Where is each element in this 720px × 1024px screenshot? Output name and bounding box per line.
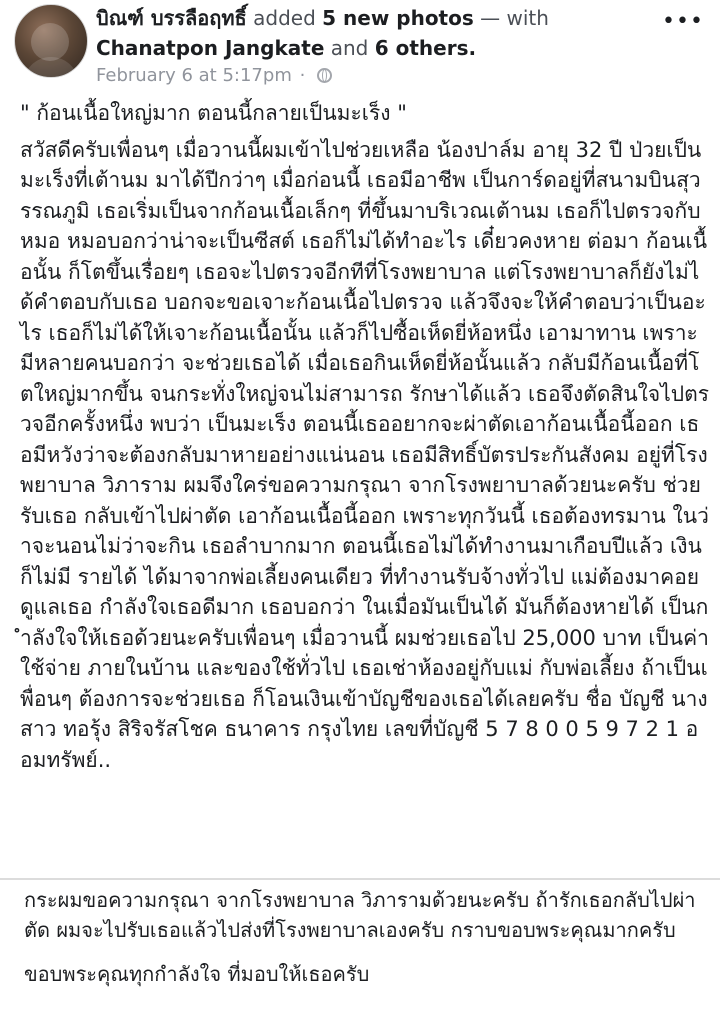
tagged-connector: and — [324, 36, 375, 60]
post-title: " ก้อนเนื้อใหญ่มาก ตอนนี้กลายเป็นมะเร็ง " — [20, 101, 407, 125]
timestamp-link[interactable]: February 6 at 5:17pm — [96, 65, 292, 86]
section-divider — [0, 878, 720, 880]
author-name-link[interactable]: บิณฑ์ บรรลือฤทธิ์ — [96, 6, 247, 30]
photos-link[interactable]: 5 new photos — [322, 6, 474, 30]
more-icon[interactable]: ••• — [662, 9, 704, 34]
post-header-line-1 — [96, 4, 656, 32]
avatar-shoulder — [23, 57, 79, 78]
tagged-others-link[interactable]: 6 others. — [374, 36, 477, 60]
author-avatar[interactable] — [14, 4, 88, 78]
action-suffix: — with — [473, 6, 549, 30]
post-header-line-2 — [96, 34, 656, 62]
action-prefix: added — [246, 6, 323, 30]
globe-icon[interactable] — [317, 68, 332, 83]
tagged-person-link[interactable]: Chanatpon Jangkate — [96, 36, 325, 60]
footer-paragraph-2: ขอบพระคุณทุกกำลังใจ ที่มอบให้เธอครับ — [24, 962, 370, 986]
post-header — [0, 0, 720, 96]
meta-separator: · — [299, 65, 306, 86]
post-body — [20, 98, 710, 775]
footer-paragraph-1: กระผมขอความกรุณา จากโรงพยาบาล วิภารามด้วยนะครับ ถ้ารักเธอกลับไปผ่าตัด ผมจะไปรับเธอแล้วไปส่งที่โรงพยาบาลเองครับ กราบขอบพระคุณมากครับ — [24, 888, 696, 942]
post-main-text: สวัสดีครับเพื่อนๆ เมื่อวานนี้ผมเข้าไปช่วยเหลือ น้องปาล์ม อายุ 32 ปี ป่วยเป็นมะเร็งที่เต้านม มาได้ปีกว่าๆ เมื่อก่อนนี้ เธอมีอาชีพ เป็นการ์ดอยู่ที่สนามบินสุวรรณภูมิ เธอเริ่มเป็นจากก้อนเนื้อเล็กๆ ที่ขึ้นมาบริเวณเต้านม เธอก็ไปตรวจกับหมอ หมอบอกว่าน่าจะเป็นซีสต์ เธอก็ไม่ได้ทำอะไร เดี๋ยวคงหาย ต่อมา ก้อนเนื้อนั้น ก็โตขึ้นเรื่อยๆ เธอจะไปตรวจอีกทีที่โรงพยาบาล แต่โรงพยาบาลก็ยังไม่ได้คำตอบกับเธอ บอกจะขอเจาะก้อนเนื้อไปตรวจ แล้วจึงจะให้คำตอบว่าเป็นอะไร เธอก็ไม่ได้ให้เจาะก้อนเนื้อนั้น แล้วก็ไปซื้อเห็ดยี่ห้อหนึ่ง เอามาทาน เพราะมีหลายคนบอกว่า จะช่วยเธอได้ เมื่อเธอกินเห็ดยี่ห้อนั้นแล้ว กลับมีก้อนเนื้อที่โตใหญ่มากขึ้น จนกระทั่งใหญ่จนไม่สามารถ รักษาได้แล้ว เธอจึงตัดสินใจไปตรวจอีกครั้งหนึ่ง พบว่า เป็นมะเร็ง ตอนนี้เธออยากจะผ่าตัดเอาก้อนเนื้อนี้ออก เธอมีหวังว่าจะต้องกลับมาหายอย่างแน่นอน เธอมีสิทธิ์บัตรประกันสังคม อยู่ที่โรงพยาบาล วิภาราม ผมจึงใคร่ขอความกรุณา จากโรงพยาบาลด้วยนะครับ ช่วยรับเธอ กลับเข้าไปผ่าตัด เอาก้อนเนื้อนี้ออก เพราะทุกวันนี้ เธอต้องทรมาน ในว่าจะนอนไม่ว่าจะกิน เธอลำบากมาก ตอนนี้เธอไม่ได้ทำงานมาเกือบปีแล้ว เงินก็ไม่มี รายได้ ได้มาจากพ่อเลี้ยงคนเดียว ที่ทำงานรับจ้างทั่วไป แม่ต้องมาคอยดูแลเธอ กำลังใจเธอดีมาก เธอบอกว่า ในเมื่อมันเป็นได้ มันก็ต้องหายได้ เป็นกำลังใจให้เธอด้วยนะครับเพื่อนๆ เมื่อวานนี้ ผมช่วยเธอไป 25,000 บาท เป็นค่าใช้จ่าย ภายในบ้าน และของใช้ทั่วไป เธอเช่าห้องอยู่กับแม่ กับพ่อเลี้ยง ถ้าเป็นเพื่อนๆ ต้องการจะช่วยเธอ ก็โอนเงินเข้าบัญชีของเธอได้เลยครับ ชื่อ บัญชี นางสาว ทอรุ้ง สิริจรัสโชค ธนาคาร กรุงไทย เลขที่บัญชี 5 7 8 0 0 5 9 7 2 1 ออมทรัพย์.. — [20, 137, 710, 772]
post-meta — [96, 64, 332, 88]
post-footer-text — [24, 885, 704, 989]
avatar-face — [31, 23, 69, 61]
footer-spacer — [24, 945, 704, 959]
